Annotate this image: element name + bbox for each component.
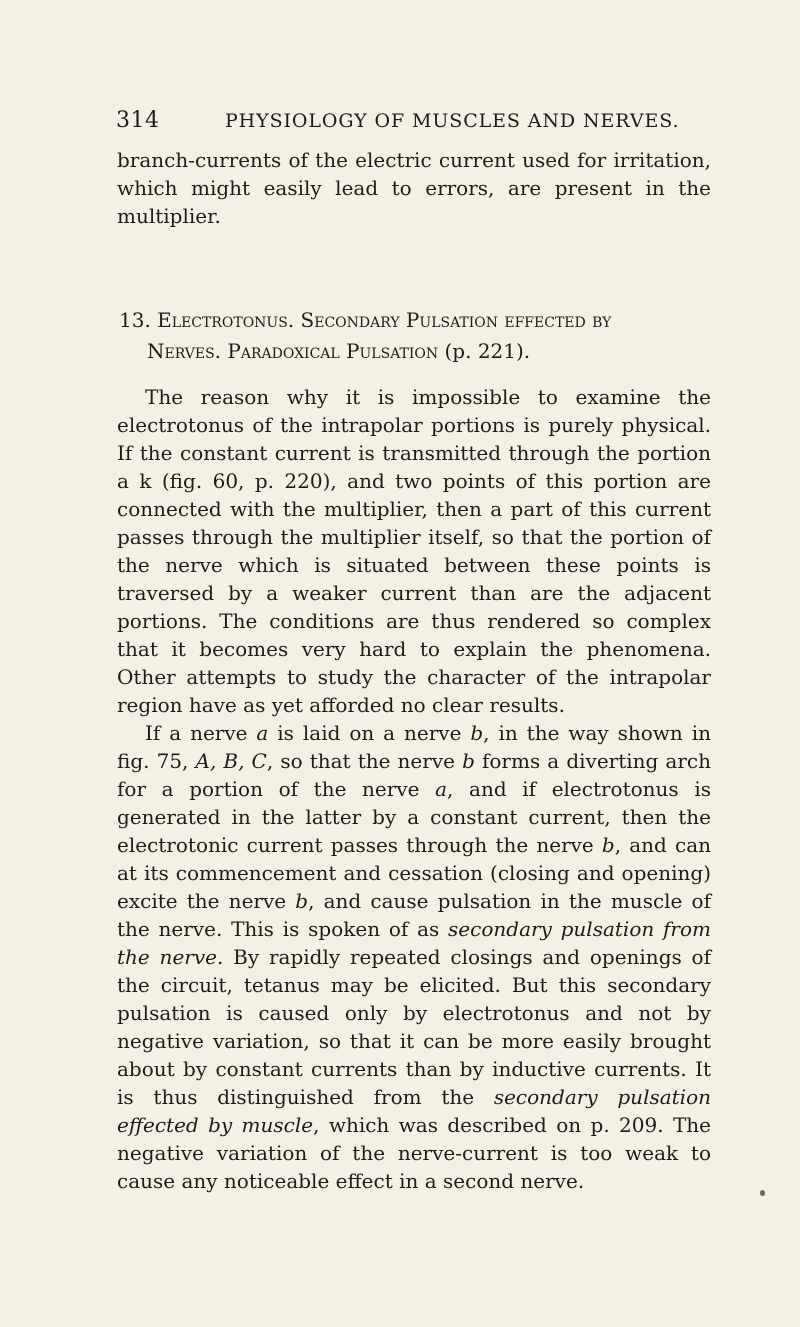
body-text: [117, 383, 711, 1195]
section-page-reference: (p. 221).: [444, 339, 531, 363]
variable-b: b: [295, 889, 309, 913]
variable-b: b: [601, 833, 615, 857]
section-title-line-2: Nerves. Paradoxical Pulsation: [147, 339, 439, 363]
running-title: PHYSIOLOGY OF MUSCLES AND NERVES.: [225, 110, 680, 132]
paragraph-secondary-pulsation: If a nerve a is laid on a nerve b, in the way shown in fig. 75, A, B, C, so that the nerve b forms a diverting arch for a portion of the nerve a, and if electrotonus is generated in the latter by a constant current, then the electrotonic current passes through the nerve b, and can at its commencement and cessation (closing and opening) excite the nerve b, and cause pulsation in the muscle of the nerve. This is spoken of as secondary pulsation from the nerve. By rapidly repeated closings and openings of the circuit, tetanus may be elicited. But this secondary pulsation is caused only by electrotonus and not by negative variation, so that it can be more easily brought about by constant currents than by inductive currents. It is thus distinguished from the secondary pulsation effected by muscle, which was described on p. 209. The negative variation of the nerve-current is too weak to cause any noticeable effect in a second nerve.: [117, 721, 712, 1193]
running-head: [116, 104, 716, 138]
variable-a: a: [256, 721, 269, 745]
variable-b: b: [462, 749, 475, 773]
ink-speck: [760, 1190, 765, 1196]
section-heading: [119, 305, 719, 367]
emphasis-secondary-pulsation-muscle: secondary pulsation effected by muscle: [117, 1085, 712, 1137]
section-title-line-1: Electrotonus. Secondary Pulsation effected by: [157, 308, 612, 332]
emphasis-secondary-pulsation-nerve: secondary pulsation from the nerve.: [117, 917, 711, 969]
continuation-block: [117, 146, 711, 230]
section-heading-line-2: [119, 336, 719, 367]
paragraph-electrotonus: The reason why it is impossible to examine the electrotonus of the intrapolar portions is purely physical. If the constant current is transmitted through the portion a k (fig. 60, p. 220), and two points of this portion are connected with the multiplier, then a part of this current passes through the multiplier itself, so that the portion of the nerve which is situated between these points is traversed by a weaker current than are the adjacent portions. The conditions are thus rendered so complex that it becomes very hard to explain the phenomena. Other attempts to study the character of the intrapolar region have as yet afforded no clear results.: [117, 385, 711, 717]
section-heading-line-1: [119, 305, 719, 336]
variable-a: a: [435, 777, 448, 801]
figure-parts: A, B, C: [195, 749, 267, 773]
page-number: 314: [116, 108, 160, 133]
variable-b: b: [470, 721, 484, 745]
section-number: 13.: [119, 308, 151, 332]
continuation-paragraph: branch-currents of the electric current used for irritation, which might easily lead to errors, are present in the multiplier.: [117, 148, 711, 228]
